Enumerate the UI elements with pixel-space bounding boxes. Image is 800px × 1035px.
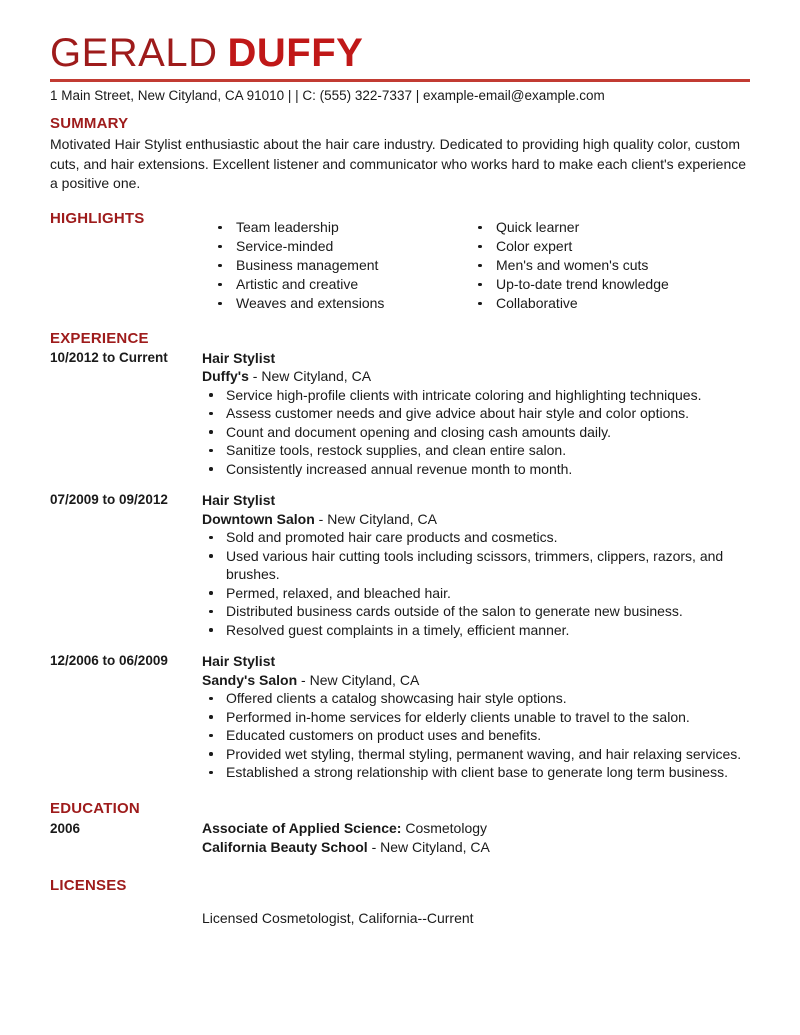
list-item: Sanitize tools, restock supplies, and clean entire salon.	[202, 441, 747, 460]
list-item: Assess customer needs and give advice about hair style and color options.	[202, 404, 747, 423]
company-name: Sandy's Salon	[202, 671, 298, 688]
job-dates: 12/2006 to 06/2009	[50, 653, 168, 668]
license-text: Licensed Cosmetologist, California--Current	[202, 909, 474, 926]
education-year: 2006	[50, 820, 81, 836]
spacer	[50, 478, 750, 490]
resume-header	[50, 0, 750, 105]
list-item: Resolved guest complaints in a timely, efficient manner.	[202, 621, 747, 640]
job-details	[202, 491, 750, 639]
job-bullet-list	[202, 528, 747, 639]
highlights-column-right	[470, 218, 750, 313]
school-name: California Beauty School	[202, 838, 368, 855]
job-organization	[202, 510, 750, 529]
highlights-column-left	[210, 218, 470, 313]
list-item: Offered clients a catalog showcasing hair style options.	[202, 689, 747, 708]
list-item: Business management	[210, 256, 470, 275]
experience-section	[50, 330, 750, 782]
company-location: - New Cityland, CA	[301, 671, 420, 688]
experience-entry	[50, 491, 750, 639]
list-item: Team leadership	[210, 218, 470, 237]
school-line	[202, 838, 750, 857]
job-bullet-list	[202, 386, 747, 479]
list-item: Provided wet styling, thermal styling, permanent waving, and hair relaxing services.	[202, 745, 747, 764]
job-title: Hair Stylist	[202, 492, 276, 508]
education-section	[50, 800, 750, 857]
list-item: Artistic and creative	[210, 275, 470, 294]
list-item: Quick learner	[470, 218, 750, 237]
job-organization	[202, 367, 750, 386]
list-item: Count and document opening and closing cash amounts daily.	[202, 423, 747, 442]
list-item: Up-to-date trend knowledge	[470, 275, 750, 294]
candidate-name	[50, 30, 750, 76]
job-title: Hair Stylist	[202, 653, 276, 669]
degree-label: Associate of Applied Science:	[202, 819, 402, 836]
experience-entry	[50, 349, 750, 479]
company-name: Duffy's	[202, 368, 249, 384]
job-details	[202, 349, 750, 479]
list-item: Educated customers on product uses and benefits.	[202, 726, 747, 745]
list-item: Service-minded	[210, 237, 470, 256]
list-item: Distributed business cards outside of the salon to generate new business.	[202, 602, 747, 621]
highlights-list-right	[470, 218, 750, 313]
list-item: Collaborative	[470, 294, 750, 313]
degree-field: Cosmetology	[401, 819, 488, 836]
school-location: - New Cityland, CA	[367, 838, 490, 855]
company-name: Downtown Salon	[202, 510, 315, 527]
licenses-section	[50, 877, 750, 928]
list-item: Established a strong relationship with client base to generate long term business.	[202, 763, 747, 782]
experience-entry	[50, 652, 750, 782]
spacer	[50, 639, 750, 651]
experience-heading: EXPERIENCE	[50, 329, 149, 347]
job-details	[202, 652, 750, 782]
highlights-section	[50, 210, 750, 320]
list-item: Performed in-home services for elderly clients unable to travel to the salon.	[202, 708, 747, 727]
job-title: Hair Stylist	[202, 349, 276, 366]
highlights-list-left	[210, 218, 470, 313]
degree-line	[202, 819, 750, 838]
highlights-heading: HIGHLIGHTS	[50, 209, 145, 227]
list-item: Men's and women's cuts	[470, 256, 750, 275]
last-name: DUFFY	[227, 31, 364, 75]
list-item: Consistently increased annual revenue month to month.	[202, 460, 747, 479]
spacer	[50, 909, 202, 928]
job-organization	[202, 671, 750, 690]
contact-line: 1 Main Street, New Cityland, CA 91010 | | C: (555) 322-7337 | example-email@example.com	[50, 88, 605, 103]
list-item: Permed, relaxed, and bleached hair.	[202, 584, 747, 603]
highlights-columns	[210, 218, 750, 313]
list-item: Sold and promoted hair care products and cosmetics.	[202, 528, 747, 547]
education-entry	[50, 819, 750, 857]
job-dates: 10/2012 to Current	[50, 349, 168, 365]
summary-text: Motivated Hair Stylist enthusiastic about the hair care industry. Dedicated to providing high quality color, custom cuts, and hair extensions. Excellent listener and communicator who works hard to make each client's experience a positive one.	[50, 136, 747, 191]
job-dates: 07/2009 to 09/2012	[50, 492, 168, 507]
list-item: Weaves and extensions	[210, 294, 470, 313]
list-item: Color expert	[470, 237, 750, 256]
education-heading: EDUCATION	[50, 799, 140, 817]
first-name: GERALD	[50, 31, 218, 75]
summary-heading: SUMMARY	[50, 115, 129, 132]
company-location: - New Cityland, CA	[252, 368, 372, 384]
licenses-entry	[50, 909, 750, 928]
company-location: - New Cityland, CA	[318, 510, 437, 527]
education-details	[202, 819, 750, 857]
summary-section	[50, 115, 750, 194]
list-item: Service high-profile clients with intricate coloring and highlighting techniques.	[202, 386, 747, 405]
licenses-heading: LICENSES	[50, 876, 127, 894]
list-item: Used various hair cutting tools including scissors, trimmers, clippers, razors, and brushes.	[202, 547, 747, 584]
job-bullet-list	[202, 689, 747, 782]
